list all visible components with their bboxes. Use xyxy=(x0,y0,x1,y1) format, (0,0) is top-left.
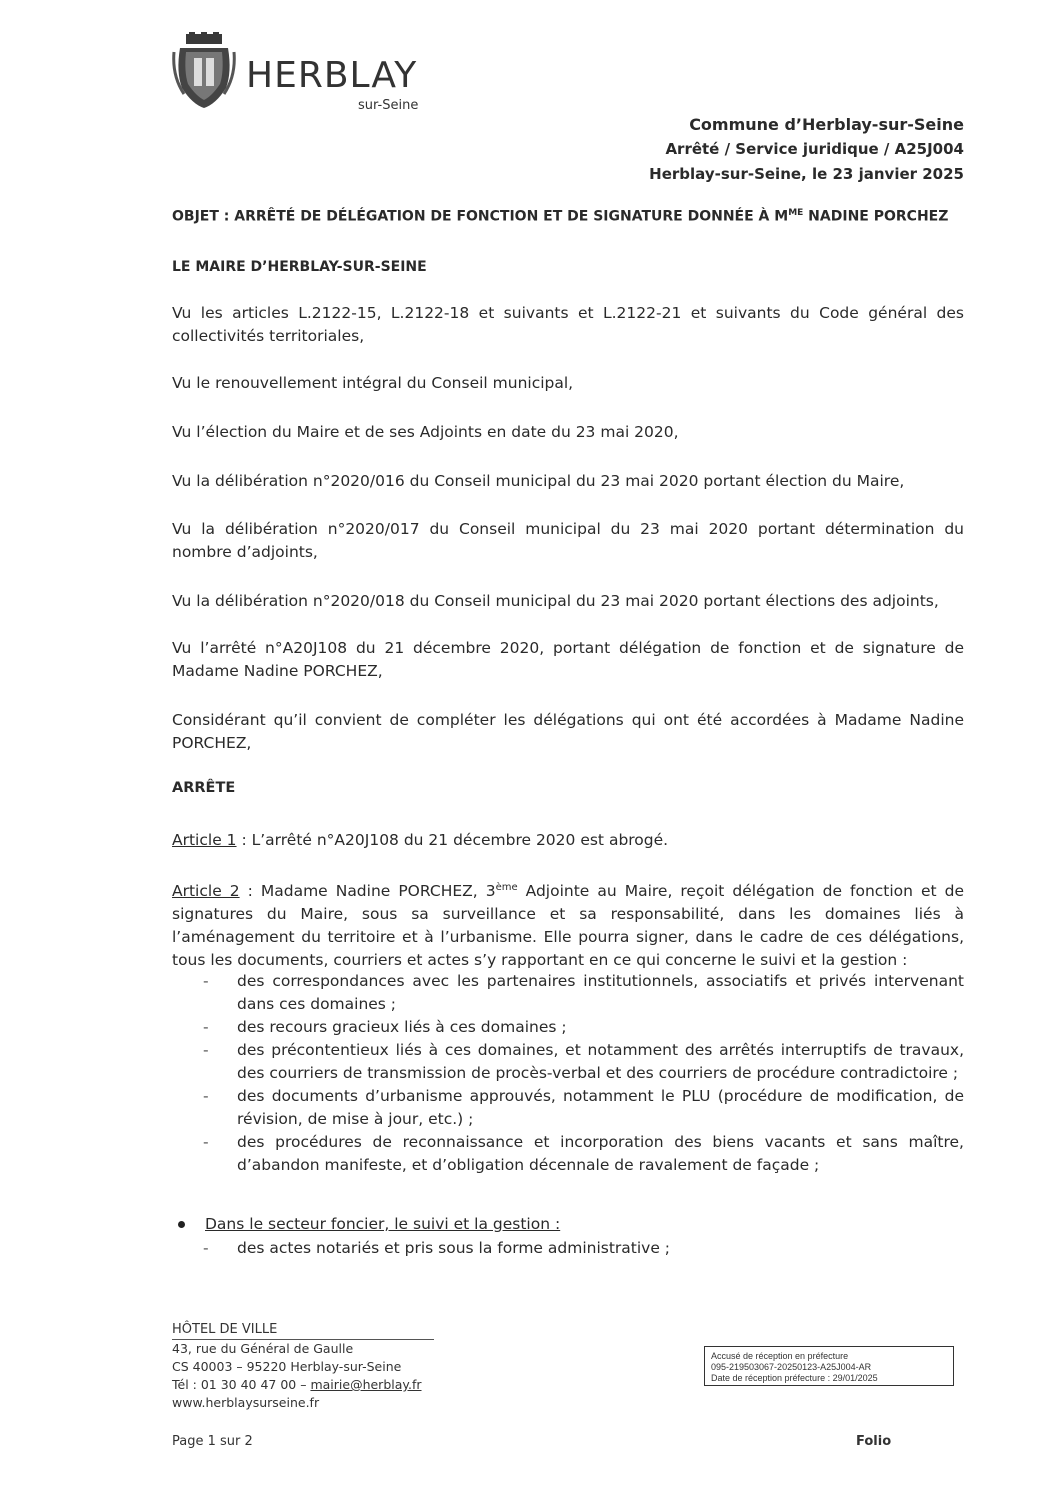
list-item: - des actes notariés et pris sous la forme administrative ; xyxy=(200,1237,964,1260)
list-item: - des procédures de reconnaissance et incorporation des biens vacants et sans maître, d’abandon manifeste, et d’obligation décennale de ravalement de façade ; xyxy=(200,1131,964,1177)
commune-name: Commune d’Herblay-sur-Seine xyxy=(689,115,964,134)
consideration-2: Vu le renouvellement intégral du Conseil municipal, xyxy=(172,374,574,392)
bullet-icon xyxy=(178,1221,185,1228)
footer-address-1: 43, rue du Général de Gaulle xyxy=(172,1341,354,1356)
list-item: - des documents d’urbanisme approuvés, notamment le PLU (procédure de modification, de révision, de mise à jour, etc.) ; xyxy=(200,1085,964,1131)
consideration-4: Vu la délibération n°2020/016 du Conseil municipal du 23 mai 2020 portant élection du Maire, xyxy=(172,472,905,490)
article-1-label: Article 1 xyxy=(172,831,237,849)
stamp-line-2: 095-219503067-20250123-A25J004-AR xyxy=(711,1362,872,1372)
article-2-list xyxy=(200,970,964,1177)
footer-address-2: CS 40003 – 95220 Herblay-sur-Seine xyxy=(172,1359,402,1374)
herblay-logo xyxy=(172,32,442,122)
prefecture-receipt-stamp xyxy=(704,1346,954,1386)
article-2-text-b: Adjointe au Maire, reçoit délégation de fonction et de signatures du Maire, sous sa surveillance et sa responsabilité, dans les domaines liés à l’aménagement du territoire et à l’urbanisme. Elle pourra signer, dans le cadre de ces délégations, tous les documents, courriers et actes s’y rapportant en ce qui concerne le suivi et la gestion : xyxy=(172,882,964,970)
list-item: - des précontentieux liés à ces domaines, et notamment des arrêtés interruptifs de travaux, des courriers de transmission de procès-verbal et des courriers de procédure contradictoire ; xyxy=(200,1039,964,1085)
article-2 xyxy=(172,876,964,972)
subject-sup: ME xyxy=(788,208,804,218)
consideration-3: Vu l’élection du Maire et de ses Adjoints en date du 23 mai 2020, xyxy=(172,423,679,441)
list-item: - des correspondances avec les partenaires institutionnels, associatifs et privés intervenant dans ces domaines ; xyxy=(200,970,964,1016)
article-2-text-a: : Madame Nadine PORCHEZ, 3 xyxy=(239,882,496,901)
page-number: Page 1 sur 2 xyxy=(172,1434,253,1449)
consideration-6: Vu la délibération n°2020/018 du Conseil municipal du 23 mai 2020 portant élections des adjoints, xyxy=(172,592,939,610)
footer-tel: Tél : 01 30 40 47 00 – xyxy=(172,1377,311,1392)
stamp-line-1: Accusé de réception en préfecture xyxy=(711,1351,849,1361)
logo-name: HERBLAY xyxy=(246,55,418,96)
footer-address xyxy=(172,1320,434,1412)
list-item: - des recours gracieux liés à ces domaines ; xyxy=(200,1016,964,1039)
foncier-list xyxy=(200,1237,964,1260)
stamp-line-3: Date de réception préfecture : 29/01/2025 xyxy=(711,1373,878,1383)
consideration-5: Vu la délibération n°2020/017 du Conseil municipal du 23 mai 2020 portant détermination du nombre d’adjoints, xyxy=(172,520,964,561)
foncier-heading xyxy=(178,1213,560,1236)
document-header xyxy=(649,112,964,187)
coat-of-arms-icon xyxy=(172,32,236,110)
mayor-heading: LE MAIRE D’HERBLAY-SUR-SEINE xyxy=(172,259,427,275)
article-2-label: Article 2 xyxy=(172,882,240,901)
logo-subtitle: sur-Seine xyxy=(358,98,419,113)
consideration-7: Vu l’arrêté n°A20J108 du 21 décembre 2020, portant délégation de fonction et de signature de Madame Nadine PORCHEZ, xyxy=(172,639,964,680)
arrete-heading: ARRÊTE xyxy=(172,780,236,796)
footer-contact xyxy=(172,1376,434,1394)
footer-hotel: HÔTEL DE VILLE xyxy=(172,1321,434,1340)
article-1-text: : L’arrêté n°A20J108 du 21 décembre 2020 est abrogé. xyxy=(236,831,669,849)
footer-email-link[interactable]: mairie@herblay.fr xyxy=(310,1377,422,1392)
subject-text-end: NADINE PORCHEZ xyxy=(803,208,949,225)
footer-website[interactable]: www.herblaysurseine.fr xyxy=(172,1395,320,1410)
subject-text: OBJET : ARRÊTÉ DE DÉLÉGATION DE FONCTION ET DE SIGNATURE DONNÉE À M xyxy=(172,208,789,225)
document-reference: Arrêté / Service juridique / A25J004 xyxy=(665,140,964,158)
folio-label: Folio xyxy=(856,1434,892,1449)
consideration-1: Vu les articles L.2122-15, L.2122-18 et suivants et L.2122-21 et suivants du Code général des collectivités territoriales, xyxy=(172,304,964,345)
article-1 xyxy=(172,829,964,852)
subject-line xyxy=(172,208,972,225)
article-2-sup: ème xyxy=(495,882,518,893)
foncier-heading-text: Dans le secteur foncier, le suivi et la gestion : xyxy=(205,1215,561,1233)
place-date: Herblay-sur-Seine, le 23 janvier 2025 xyxy=(649,165,964,183)
consideration-8: Considérant qu’il convient de compléter les délégations qui ont été accordées à Madame Nadine PORCHEZ, xyxy=(172,711,964,752)
